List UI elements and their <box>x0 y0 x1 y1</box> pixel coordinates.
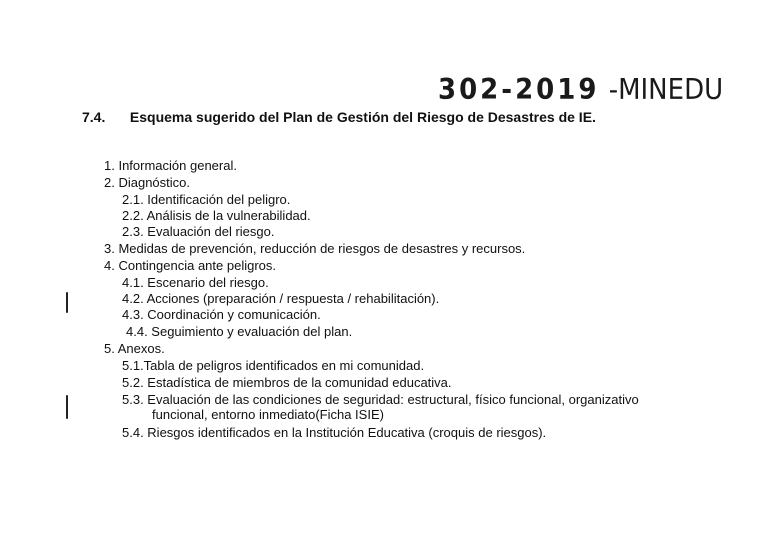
outline-item-2-1: 2.1. Identificación del peligro. <box>122 192 291 207</box>
outline-item-5-4: 5.4. Riesgos identificados en la Institución Educativa (croquis de riesgos). <box>122 425 547 440</box>
outline-item-5: 5. Anexos. <box>104 341 165 356</box>
section-title: Esquema sugerido del Plan de Gestión del Riesgo de Desastres de IE. <box>129 109 596 125</box>
margin-change-bar <box>66 395 68 419</box>
outline-item-2-2: 2.2. Análisis de la vulnerabilidad. <box>122 208 311 223</box>
outline-item-5-3-cont: funcional, entorno inmediato(Ficha ISIE) <box>152 407 384 422</box>
outline-item-4-1: 4.1. Escenario del riesgo. <box>122 275 269 290</box>
outline-item-4: 4. Contingencia ante peligros. <box>104 258 277 273</box>
outline-item-2-3: 2.3. Evaluación del riesgo. <box>122 224 275 239</box>
outline-item-4-3: 4.3. Coordinación y comunicación. <box>122 307 321 322</box>
outline-item-1: 1. Información general. <box>104 158 237 173</box>
outline-item-4-2: 4.2. Acciones (preparación / respuesta / rehabilitación). <box>122 291 440 306</box>
outline-item-5-2: 5.2. Estadística de miembros de la comunidad educativa. <box>122 375 452 390</box>
outline-item-4-4: 4.4. Seguimiento y evaluación del plan. <box>126 324 353 339</box>
section-number: 7.4. <box>82 109 106 125</box>
outline-item-2: 2. Diagnóstico. <box>104 175 190 190</box>
outline-item-5-3: 5.3. Evaluación de las condiciones de seguridad: estructural, físico funcional, organizativo <box>122 392 639 407</box>
margin-change-bar <box>66 292 68 313</box>
outline-item-3: 3. Medidas de prevención, reducción de riesgos de desastres y recursos. <box>104 241 526 256</box>
resolution-suffix: -MINEDU <box>608 74 724 107</box>
resolution-number: 302-2019 <box>438 74 600 107</box>
outline-item-5-1: 5.1.Tabla de peligros identificados en mi comunidad. <box>122 358 425 373</box>
